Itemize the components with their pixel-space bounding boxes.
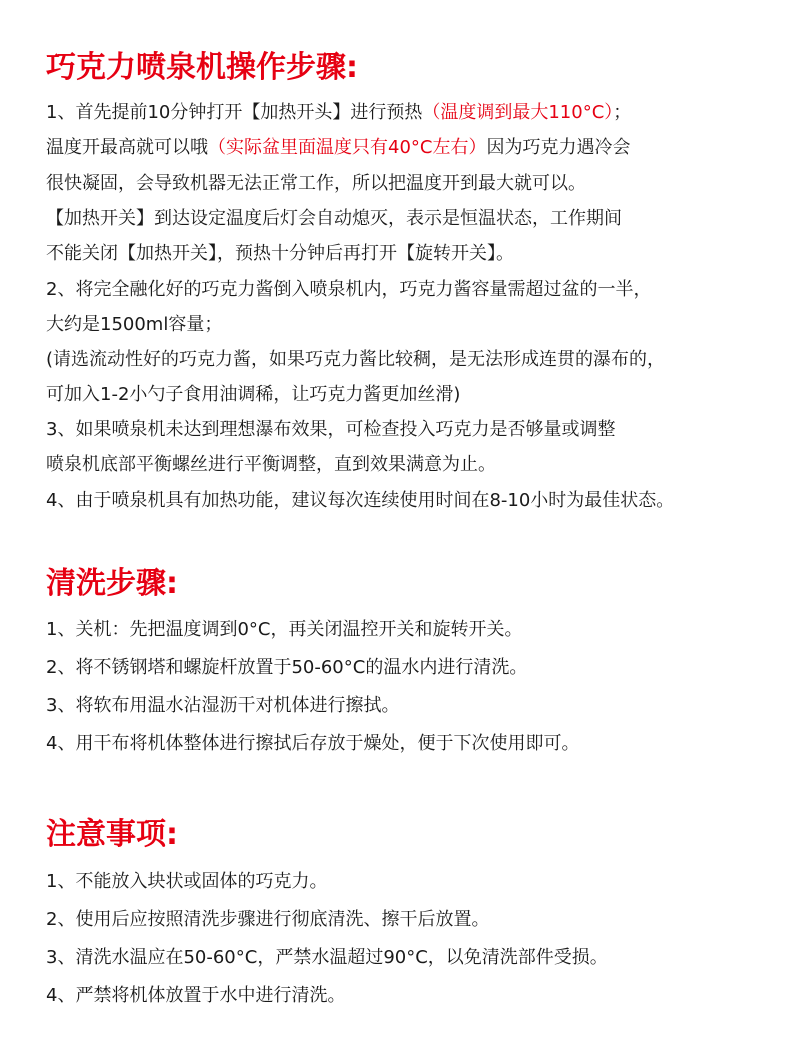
highlight-text: （温度调到最大110°C） <box>422 102 614 123</box>
step-line: 4、严禁将机体放置于水中进行清洗。 <box>46 985 346 1006</box>
text: 1、首先提前10分钟打开【加热开头】进行预热 <box>46 102 423 123</box>
step-line <box>46 136 630 160</box>
step-line: 大约是1500ml容量； <box>46 314 223 335</box>
step-line: 可加入1-2小勺子食用油调稀，让巧克力酱更加丝滑) <box>46 384 461 405</box>
step-line: 1、关机：先把温度调到0°C，再关闭温控开关和旋转开关。 <box>46 619 523 640</box>
text: 温度开最高就可以哦 <box>46 137 208 158</box>
step-line: 【加热开关】到达设定温度后灯会自动熄灭，表示是恒温状态，工作期间 <box>46 208 622 229</box>
highlight-text: （实际盆里面温度只有40°C左右） <box>208 137 487 158</box>
step-line: 喷泉机底部平衡螺丝进行平衡调整，直到效果满意为止。 <box>46 454 496 475</box>
step-line: (请选流动性好的巧克力酱，如果巧克力酱比较稠，是无法形成连贯的瀑布的， <box>46 349 666 370</box>
step-line: 2、将不锈钢塔和螺旋杆放置于50-60°C的温水内进行清洗。 <box>46 657 528 678</box>
step-line <box>46 101 631 125</box>
step-line: 2、将完全融化好的巧克力酱倒入喷泉机内，巧克力酱容量需超过盆的一半， <box>46 279 652 300</box>
step-line: 很快凝固，会导致机器无法正常工作，所以把温度开到最大就可以。 <box>46 173 586 194</box>
section-title-cleaning: 清洗步骤: <box>46 566 178 601</box>
step-line: 3、如果喷泉机未达到理想瀑布效果，可检查投入巧克力是否够量或调整 <box>46 419 616 440</box>
step-line: 3、清洗水温应在50-60°C，严禁水温超过90°C，以免清洗部件受损。 <box>46 947 608 968</box>
step-line: 4、由于喷泉机具有加热功能，建议每次连续使用时间在8-10小时为最佳状态。 <box>46 490 675 511</box>
step-line: 2、使用后应按照清洗步骤进行彻底清洗、擦干后放置。 <box>46 909 490 930</box>
section-title-notes: 注意事项: <box>46 817 178 852</box>
step-line: 4、用干布将机体整体进行擦拭后存放于燥处，便于下次使用即可。 <box>46 733 580 754</box>
step-line: 1、不能放入块状或固体的巧克力。 <box>46 871 328 892</box>
step-line: 3、将软布用温水沾湿沥干对机体进行擦拭。 <box>46 695 400 716</box>
step-line: 不能关闭【加热开关】，预热十分钟后再打开【旋转开关】。 <box>46 243 514 264</box>
text: 因为巧克力遇冷会 <box>486 137 631 158</box>
text: ； <box>613 102 632 123</box>
section-title-operation: 巧克力喷泉机操作步骤: <box>46 50 358 85</box>
